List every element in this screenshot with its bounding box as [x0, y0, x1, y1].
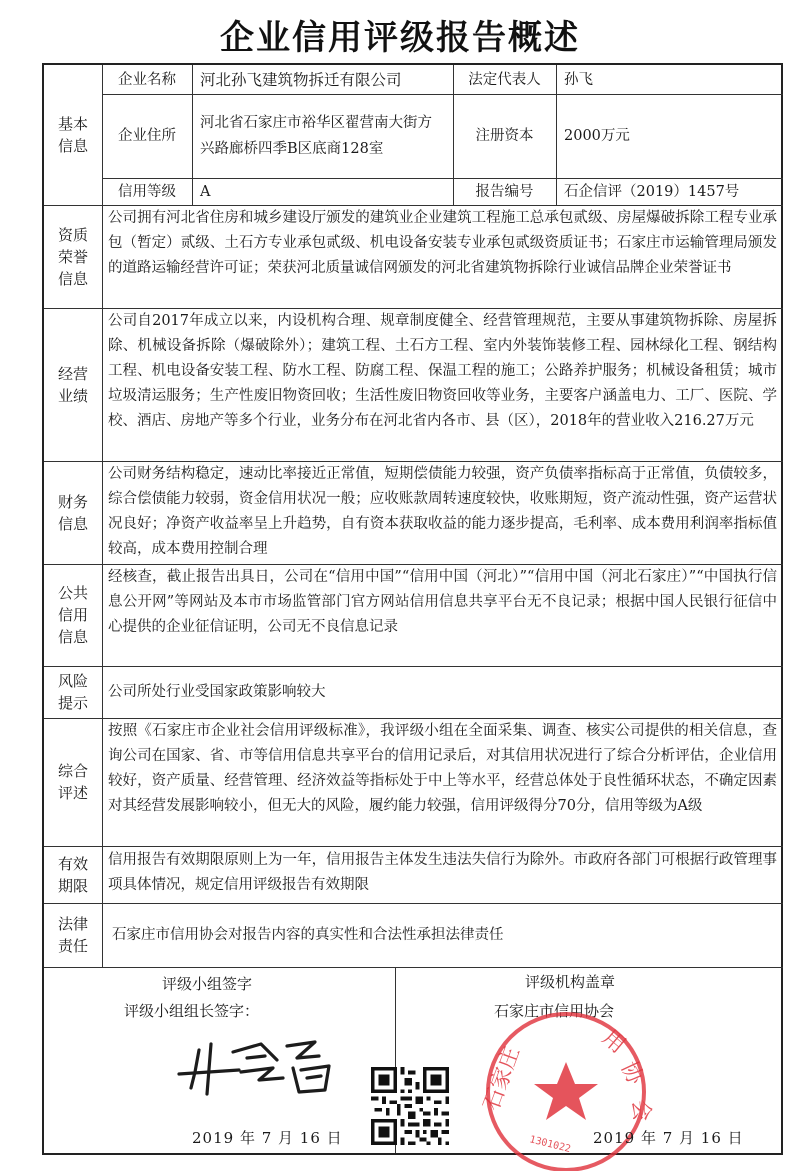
rating-org-seal-label: 评级机构盖章: [525, 973, 616, 991]
section-label-qualification: 资质荣誉信息: [58, 225, 89, 288]
addr-value: 河北省石家庄市裕华区翟营南大街方兴路廊桥四季B区底商128室: [200, 115, 432, 157]
section-label-validity: 有效期限: [58, 854, 89, 895]
section-label-performance: 经营业绩: [58, 364, 89, 405]
section-label-basic: 基本信息: [58, 115, 89, 155]
rep-value: 孙飞: [564, 71, 593, 88]
section-label-risk: 风险提示: [58, 672, 89, 712]
section-text-public-credit: 经核查，截止报告出具日，公司在“信用中国”“信用中国（河北）”“信用中国（河北石家庄）”“中国执行信息公开网”等网站及本市市场监管部门官方网站信用信息共享平台无不良记录；根据中国人民银行征信中心提供的企业征信证明，公司无不良信息记录: [108, 569, 777, 635]
qr-code: [371, 1067, 449, 1145]
section-text-finance: 公司财务结构稳定，速动比率接近正常值，短期偿债能力较强，资产负债率指标高于正常值，负债较多，综合偿债能力较弱，资金信用状况一般；应收账款周转速度较快，收账期短，资产流动性强，资产运营状况良好；净资产收益率呈上升趋势，自有资本获取收益的能力逐步提高，毛利率、成本费用利润率指标值较高，成本费用控制合理: [108, 466, 777, 557]
page-title: 企业信用评级报告概述: [220, 18, 580, 58]
svg-text:用: 用: [597, 1025, 631, 1059]
addr-label: 企业住所: [118, 128, 176, 144]
name-label: 企业名称: [118, 71, 176, 88]
section-text-qualification: 公司拥有河北省住房和城乡建设厅颁发的建筑业企业建筑工程施工总承包贰级、房屋爆破拆除工程专业承包（暂定）贰级、土石方专业承包贰级、机电设备安装专业承包贰级资质证书；石家庄市运输管理局颁发的道路运输经营许可证；荣获河北质量诚信网颁发的河北省建筑物拆除行业诚信品牌企业荣誉证书: [108, 210, 777, 276]
section-label-legal: 法律责任: [58, 915, 89, 955]
svg-text:协: 协: [615, 1057, 648, 1089]
capital-label: 注册资本: [475, 128, 534, 144]
name-value: 河北孙飞建筑物拆迁有限公司: [200, 70, 402, 89]
report-no-label: 报告编号: [475, 183, 534, 200]
section-text-validity: 信用报告有效期限原则上为一年，信用报告主体发生违法失信行为除外。市政府各部门可根据行政管理事项具体情况，规定信用评级报告有效期限: [108, 852, 777, 893]
official-seal: [479, 1000, 654, 1156]
section-label-public-credit: 公共信用信息: [58, 584, 89, 646]
report-table: [42, 63, 783, 1155]
section-label-summary: 综合评述: [58, 762, 89, 802]
row-line: [44, 846, 783, 847]
handwritten-signature: [169, 1030, 349, 1105]
signature-date: 2019 年 7 月 16 日: [192, 1129, 343, 1147]
section-text-summary: 按照《石家庄市企业社会信用评级标准》，我评级小组在全面采集、调查、核实公司提供的相关信息，查询公司在国家、省、市等信用信息共享平台的信用记录后，对其信用状况进行了综合分析评估，企业信用较好，资产质量、经营管理、经济效益等指标处于中上等水平，经营总体处于良性循环状态，不确定因素对其经营发展影响较小，但无大的风险，履约能力较强，信用评级得分70分，信用等级为A级: [108, 723, 777, 814]
report-no-value: 石企信评（2019）1457号: [564, 183, 740, 200]
section-label-finance: 财务信息: [58, 492, 89, 533]
row-line: [44, 967, 783, 968]
seal-date: 2019 年 7 月 16 日: [593, 1129, 744, 1147]
section-text-risk: 公司所处行业受国家政策影响较大: [108, 683, 326, 700]
section-text-legal: 石家庄市信用协会对报告内容的真实性和合法性承担法律责任: [112, 926, 504, 943]
grade-label: 信用等级: [118, 183, 176, 200]
section-text-performance: 公司自2017年成立以来，内设机构合理、规章制度健全、经营管理规范，主要从事建筑物拆除、房屋拆除、机械设备拆除（爆破除外）；建筑工程、土石方工程、室内外装饰装修工程、园林绿化工程、钢结构工程、机电设备安装工程、防水工程、防腐工程、保温工程的施工；公路养护服务；机械设备租赁；城市垃圾清运服务；生产性废旧物资回收；生活性废旧物资回收等业务，主要客户涵盖电力、工厂、医院、学校、酒店、房地产等多个行业，业务分布在河北省内各市、县（区），2018年的营业收入216.27万元: [108, 313, 777, 429]
rating-org-name: 石家庄市信用协会: [494, 1002, 615, 1020]
seal-text: 石家庄: [479, 1043, 526, 1115]
grade-value: A: [200, 183, 211, 200]
rep-label: 法定代表人: [468, 71, 541, 88]
capital-value: 2000万元: [564, 128, 630, 144]
svg-text:会: 会: [627, 1098, 654, 1123]
group-leader-signature-label: 评级小组组长签字：: [124, 1002, 260, 1020]
rating-group-signature-label: 评级小组签字: [162, 975, 253, 993]
seal-number: 1301022: [528, 1134, 572, 1156]
